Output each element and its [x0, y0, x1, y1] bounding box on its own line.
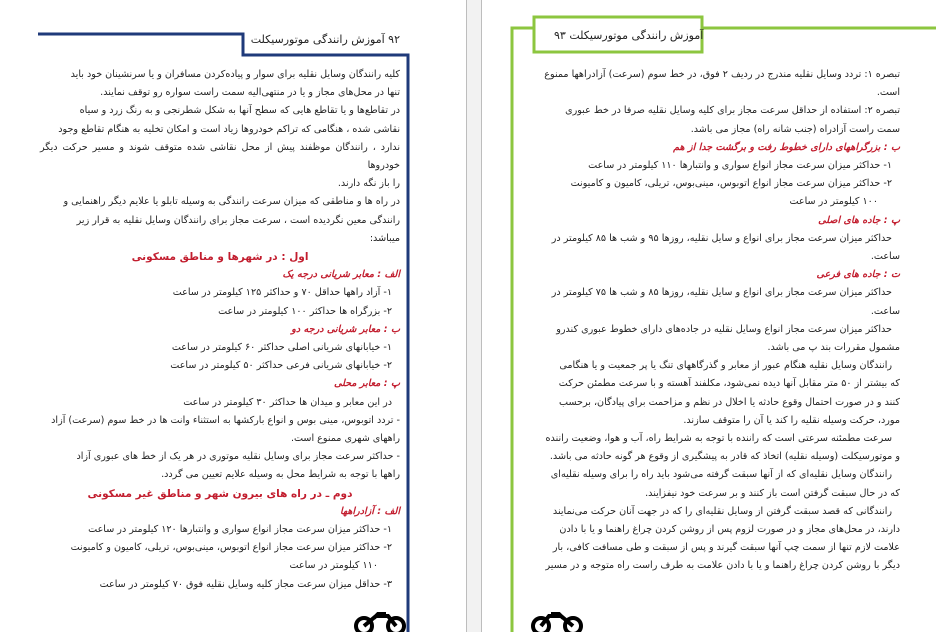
subsection-heading: ب : معابر شریانی درجه دو	[291, 323, 400, 335]
text-line: کنند و در صورت احتمال وقوع حادثه یا اخلال در نظم و مزاحمت برای پیادگان، برحسب	[559, 396, 900, 408]
left-page	[0, 0, 466, 632]
text-line: تبصره ۱: تردد وسایل نقلیه مندرج در ردیف ۲ فوق، در خط سوم (سرعت) آزادراهها ممنوع	[544, 69, 900, 80]
subsection-heading: الف : معابر شریانی درجه یک	[282, 269, 400, 281]
subsection-heading: ب : بزرگراههای دارای خطوط رفت و برگشت جدا از هم	[673, 141, 900, 153]
text-line: رانندگی معین نگردیده است ، سرعت مجاز برای رانندگان وسایل نقلیه به قرار زیر	[76, 214, 400, 226]
text-line: ۱- آزاد راهها حداقل ۷۰ و حداکثر ۱۲۵ کیلومتر در ساعت	[172, 287, 392, 299]
text-line: حداکثر میزان سرعت مجاز برای انواع و سایل نقلیه، روزها ۹۵ و شب ها ۸۵ کیلومتر در	[551, 232, 892, 244]
text-line: که بیشتر از ۵۰ متر مقابل آنها دیده نمی‌شود، مکلفند آهسته و با سرعت مطمئن حرکت	[558, 378, 900, 390]
text-line: ۲- بزرگراه ها حداکثر ۱۰۰ کیلومتر در ساعت	[218, 305, 392, 317]
subsection-heading: پ : معابر محلی	[333, 378, 400, 390]
text-line: نقاشی شده ، هنگامی که تراکم خودروها زیاد است و امکان تخلیه به هنگام تقاطع وجود	[58, 123, 400, 135]
text-line: رانندگان وسایل نقلیه‌ای که از آنها سبقت گرفته می‌شود باید راه را برای وسیله نقلیه‌ای	[550, 469, 892, 481]
text-line: ۲- حداکثر میزان سرعت مجاز انواع اتوبوس، مینی‌بوس، تریلی، کامیون و کامیونت	[70, 542, 392, 554]
motorcycle-icon	[527, 612, 587, 632]
left-page-header: ۹۲ آموزش رانندگی موتورسیکلت	[250, 33, 400, 46]
text-line: - تردد اتوبوس، مینی بوس و انواع بارکشها به استثناء وانت ها در خط سوم (سرعت) آزاد	[51, 414, 400, 426]
book-spine	[466, 0, 482, 632]
left-page-body	[40, 66, 400, 594]
text-line: در راه ها و مناطقی که میزان سرعت رانندگی به وسیله تابلو یا علایم دیگر راهنمایی و	[63, 196, 400, 208]
text-line: مورد، حرکت وسیله نقلیه را کند یا آن را متوقف سازند.	[683, 414, 900, 426]
text-line: حداکثر میزان سرعت مجاز برای انواع و سایل نقلیه، روزها ۸۵ و شب ها ۷۵ کیلومتر در	[551, 287, 892, 299]
text-line: که در حال سبقت گرفتن است باز کنند و بر سرعت خود نیفزایند.	[645, 487, 900, 499]
text-line: مشمول مقررات بند پ می باشد.	[767, 342, 900, 354]
text-line: کلیه رانندگان وسایل نقلیه برای سوار و پیاده‌کردن مسافران و یا سرنشینان خود باید	[70, 69, 400, 80]
subsection-heading: الف : آزادراهها	[340, 505, 400, 517]
text-line: در این معابر و میدان ها حداکثر ۳۰ کیلومتر در ساعت	[183, 396, 392, 408]
motorcycle-icon	[350, 612, 410, 632]
section-heading: دوم ـ در راه های بیرون شهر و مناطق غیر مسکونی	[87, 487, 353, 500]
text-line: در تقاطع‌ها و یا تقاطع هایی که سطح آنها به شکل شطرنجی و به رنگ زرد و سیاه	[79, 105, 400, 117]
subsection-heading: ت : جاده های فرعی	[816, 269, 900, 281]
right-page-header: آموزش رانندگی موتورسیکلت ۹۳	[554, 29, 704, 42]
text-line: ساعت.	[870, 305, 900, 317]
text-line: راهها با توجه به شرایط محل به وسیله علایم تعیین می گردد.	[161, 469, 400, 481]
text-line: دیگر با روشن کردن چراغ راهنما و یا با دادن علامت به طرف راست راه متوجه و در مسیر	[545, 560, 900, 572]
subsection-heading: پ : جاده های اصلی	[818, 214, 900, 226]
text-line: و موتورسیکلت (وسیله نقلیه) اتخاذ که قادر به پیشگیری از وقوع هر گونه حادثه می باشد.	[549, 451, 900, 463]
section-heading: اول : در شهرها و مناطق مسکونی	[131, 251, 309, 264]
text-line: ۱۱۰ کیلومتر در ساعت	[289, 560, 378, 572]
text-line: راههای شهری ممنوع است.	[290, 433, 400, 445]
right-page	[482, 0, 936, 632]
text-line: ۱۰۰ کیلومتر در ساعت	[789, 196, 878, 208]
text-line: است.	[876, 87, 900, 99]
text-line: حداکثر میزان سرعت مجاز انواع وسایل نقلیه در جاده‌های دارای خطوط عبوری کندرو	[556, 323, 892, 335]
text-line: سمت راست آزادراه (جنب شانه راه) مجاز می باشد.	[690, 123, 900, 135]
text-line: - حداکثر سرعت مجاز برای وسایل نقلیه موتوری در هر یک از خط های عبوری آزاد	[76, 451, 400, 463]
text-line: علامت لازم تنها از سمت چپ آنها سبقت گیرند و پس از سبقت و طی مسافت کافی، بار	[552, 542, 900, 554]
text-line: ندارد ، رانندگان موظفند پیش از محل نقاشی شده متوقف شوند و مسیر حرکت دیگر خودروها	[40, 141, 400, 172]
text-line: ۱- خیابانهای شریانی اصلی حداکثر ۶۰ کیلومتر در ساعت	[171, 342, 392, 354]
text-line: سرعت مطمئنه سرعتی است که راننده با توجه به شرایط راه، آب و هوا، وضعیت راننده	[545, 433, 892, 445]
text-line: میباشد:	[369, 232, 400, 244]
text-line: دارند، در محل‌های مجاز و در صورت لزوم پس از روشن کردن چراغ راهنما و یا با دادن	[559, 524, 900, 536]
text-line: ۲- خیابانهای شریانی فرعی حداکثر ۵۰ کیلومتر در ساعت	[170, 360, 392, 372]
text-line: رانندگانی که قصد سبقت گرفتن از وسایل نقلیه‌ای را که در جهت آنان حرکت می‌نمایند	[552, 505, 892, 517]
text-line: تنها در محل‌های مجاز و یا در منتهی‌الیه سمت راست سواره رو توقف نمایند.	[100, 87, 400, 99]
text-line: ۲- حداکثر میزان سرعت مجاز انواع اتوبوس، مینی‌بوس، تریلی، کامیون و کامیونت	[570, 178, 892, 190]
text-line: ساعت.	[870, 251, 900, 263]
right-page-body	[538, 66, 900, 576]
text-line: را باز نگه دارند.	[337, 178, 400, 190]
text-line: ۱- حداکثر میزان سرعت مجاز انواع سواری و وانتبارها ۱۱۰ کیلومتر در ساعت	[588, 160, 892, 172]
text-line: ۱- حداکثر میزان سرعت مجاز انواع سواری و وانتبارها ۱۲۰ کیلومتر در ساعت	[88, 524, 392, 536]
text-line: رانندگان وسایل نقلیه هنگام عبور از معابر و گذرگاههای تنگ یا پر جمعیت و یا هنگامی	[559, 360, 892, 372]
text-line: تبصره ۲: استفاده از حداقل سرعت مجاز برای کلیه وسایل نقلیه صرفا در خط عبوری	[565, 105, 900, 117]
text-line: ۳- حداقل میزان سرعت مجاز کلیه وسایل نقلیه فوق ۷۰ کیلومتر در ساعت	[99, 578, 392, 590]
